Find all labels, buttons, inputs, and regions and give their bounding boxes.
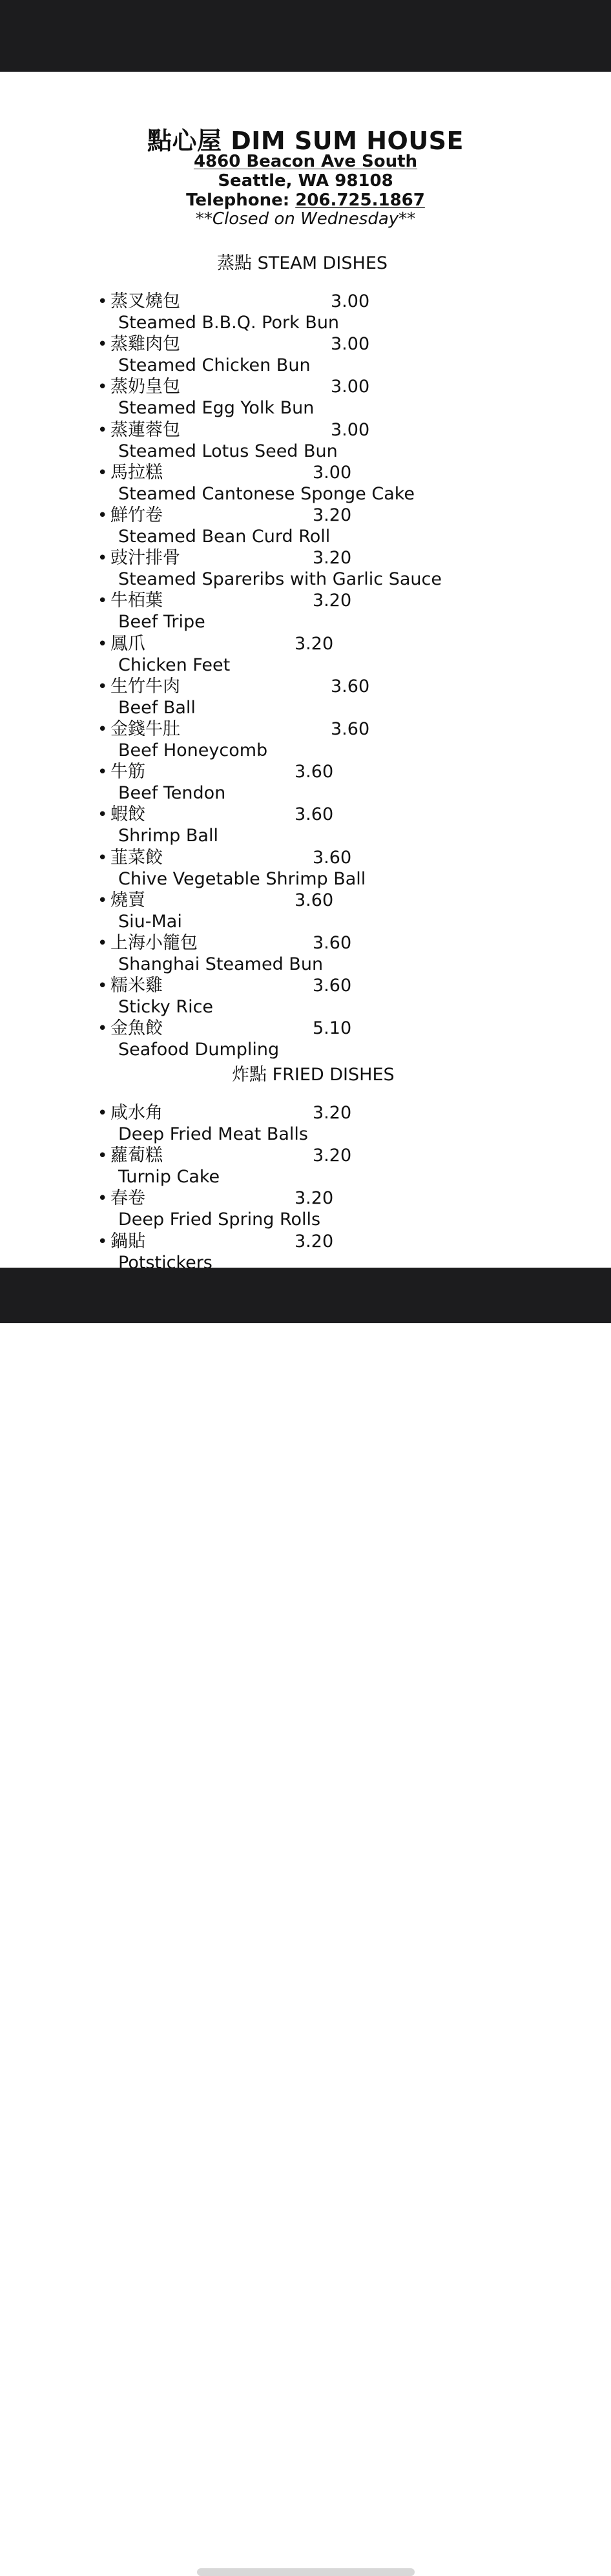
dish-english-name: Beef Tendon bbox=[118, 783, 226, 804]
menu-item bbox=[98, 1145, 550, 1188]
dish-chinese-name: 韮菜餃 bbox=[110, 847, 163, 868]
bullet-icon: • bbox=[98, 549, 108, 569]
dish-chinese-name: 春卷 bbox=[110, 1188, 145, 1209]
dish-english-name: Shanghai Steamed Bun bbox=[118, 954, 324, 974]
menu-item bbox=[98, 932, 550, 975]
dish-price: 3.60 bbox=[331, 719, 370, 739]
dish-price: 3.60 bbox=[295, 890, 334, 910]
dish-chinese-name: 生竹牛肉 bbox=[110, 676, 180, 696]
dish-chinese-name: 糯米雞 bbox=[110, 976, 163, 996]
dish-chinese-name: 蒸叉燒包 bbox=[110, 291, 180, 311]
dish-price: 3.60 bbox=[331, 676, 370, 696]
bullet-icon: • bbox=[98, 976, 108, 996]
bullet-icon: • bbox=[98, 1189, 108, 1209]
dish-english-name: Beef Tripe bbox=[118, 612, 205, 633]
dish-english-name: Steamed B.B.Q. Pork Bun bbox=[118, 313, 340, 333]
phone-link[interactable]: 206.725.1867 bbox=[295, 191, 425, 210]
dish-price: 3.00 bbox=[313, 462, 352, 483]
menu-item bbox=[98, 633, 550, 676]
dish-chinese-name: 蘿蔔糕 bbox=[110, 1146, 163, 1166]
bullet-icon: • bbox=[98, 762, 108, 782]
dish-price: 3.60 bbox=[313, 847, 352, 868]
menu-item bbox=[98, 333, 550, 376]
dish-english-name: Deep Fried Spring Rolls bbox=[118, 1209, 321, 1230]
dish-price: 3.60 bbox=[295, 762, 334, 782]
dish-price: 3.00 bbox=[331, 419, 370, 440]
dish-chinese-name: 咸水角 bbox=[110, 1103, 163, 1123]
dish-price: 3.00 bbox=[331, 377, 370, 397]
dish-chinese-name: 金錢牛肚 bbox=[110, 719, 180, 739]
dish-english-name: Shrimp Ball bbox=[118, 826, 218, 846]
status-bar bbox=[0, 0, 611, 72]
dish-english-name: Siu-Mai bbox=[118, 911, 182, 932]
bullet-icon: • bbox=[98, 292, 108, 311]
bullet-icon: • bbox=[98, 634, 108, 654]
section-heading-steam: 蒸點 STEAM DISHES bbox=[217, 253, 388, 273]
dish-english-name: Beef Honeycomb bbox=[118, 740, 268, 760]
menu-item bbox=[98, 676, 550, 718]
address-line bbox=[0, 152, 611, 171]
bullet-icon: • bbox=[98, 1231, 108, 1251]
menu-item bbox=[98, 419, 550, 462]
dish-english-name: Steamed Cantonese Sponge Cake bbox=[118, 483, 415, 504]
menu-item bbox=[98, 590, 550, 633]
dish-english-name: Chicken Feet bbox=[118, 654, 231, 675]
dish-chinese-name: 燒賣 bbox=[110, 890, 145, 910]
menu-item bbox=[98, 1188, 550, 1230]
dish-english-name: Sticky Rice bbox=[118, 997, 214, 1018]
menu-document[interactable] bbox=[0, 72, 611, 1268]
menu-item bbox=[98, 718, 550, 761]
menu-item bbox=[98, 804, 550, 846]
dish-english-name: Steamed Lotus Seed Bun bbox=[118, 441, 338, 461]
dish-chinese-name: 馬拉糕 bbox=[110, 462, 163, 483]
bullet-icon: • bbox=[98, 420, 108, 440]
phone-line bbox=[0, 191, 611, 210]
dish-price: 3.20 bbox=[313, 505, 352, 525]
menu-item bbox=[98, 462, 550, 505]
dish-english-name: Deep Fried Meat Balls bbox=[118, 1124, 308, 1144]
dish-chinese-name: 鳳爪 bbox=[110, 633, 145, 654]
dish-price: 3.20 bbox=[313, 548, 352, 569]
bullet-icon: • bbox=[98, 805, 108, 825]
restaurant-title: 點心屋 DIM SUM HOUSE bbox=[147, 127, 464, 155]
dish-english-name: Steamed Bean Curd Roll bbox=[118, 527, 331, 547]
bullet-icon: • bbox=[98, 463, 108, 483]
menu-item bbox=[98, 505, 550, 547]
dish-price: 3.00 bbox=[331, 334, 370, 355]
dish-chinese-name: 牛栢葉 bbox=[110, 591, 163, 611]
dish-english-name: Beef Ball bbox=[118, 697, 196, 718]
home-indicator[interactable] bbox=[197, 2568, 415, 2576]
bullet-icon: • bbox=[98, 335, 108, 355]
dish-chinese-name: 金魚餃 bbox=[110, 1018, 163, 1039]
dish-chinese-name: 鮮竹卷 bbox=[110, 505, 163, 525]
menu-item bbox=[98, 761, 550, 804]
dish-english-name: Potstickers bbox=[118, 1252, 212, 1268]
dish-price: 3.60 bbox=[295, 804, 334, 825]
section-heading-fried: 炸點 FRIED DISHES bbox=[232, 1065, 395, 1085]
dish-chinese-name: 蒸奶皇包 bbox=[110, 377, 180, 397]
bullet-icon: • bbox=[98, 1146, 108, 1166]
menu-item bbox=[98, 1102, 550, 1145]
bullet-icon: • bbox=[98, 848, 108, 868]
dish-english-name: Turnip Cake bbox=[118, 1167, 220, 1188]
menu-item bbox=[98, 1018, 550, 1060]
closed-notice: **Closed on Wednesday** bbox=[195, 209, 416, 229]
menu-item bbox=[98, 1231, 550, 1268]
dish-english-name: Steamed Spareribs with Garlic Sauce bbox=[118, 569, 442, 590]
dish-price: 3.60 bbox=[313, 976, 352, 996]
dish-english-name: Steamed Chicken Bun bbox=[118, 355, 311, 376]
dish-chinese-name: 鍋貼 bbox=[110, 1231, 145, 1251]
phone-label: Telephone: bbox=[186, 191, 290, 210]
menu-item bbox=[98, 847, 550, 890]
bullet-icon: • bbox=[98, 1019, 108, 1039]
dish-price: 3.20 bbox=[313, 1146, 352, 1166]
dish-price: 3.00 bbox=[331, 291, 370, 311]
dish-price: 3.20 bbox=[313, 591, 352, 611]
city-line: Seattle, WA 98108 bbox=[218, 171, 393, 191]
dish-price: 3.20 bbox=[295, 1231, 334, 1251]
bullet-icon: • bbox=[98, 890, 108, 910]
bullet-icon: • bbox=[98, 1104, 108, 1123]
dish-english-name: Steamed Egg Yolk Bun bbox=[118, 398, 315, 419]
dish-price: 3.20 bbox=[313, 1103, 352, 1123]
dish-chinese-name: 蝦餃 bbox=[110, 804, 145, 825]
bullet-icon: • bbox=[98, 934, 108, 953]
dish-chinese-name: 蒸蓮蓉包 bbox=[110, 419, 180, 440]
dish-price: 3.20 bbox=[295, 1188, 334, 1209]
bullet-icon: • bbox=[98, 506, 108, 525]
dish-price: 3.60 bbox=[313, 933, 352, 953]
dish-english-name: Seafood Dumpling bbox=[118, 1040, 280, 1060]
dish-chinese-name: 蒸雞肉包 bbox=[110, 334, 180, 355]
bottom-bar bbox=[0, 1268, 611, 1323]
bullet-icon: • bbox=[98, 676, 108, 696]
dish-chinese-name: 上海小籠包 bbox=[110, 933, 198, 953]
bullet-icon: • bbox=[98, 591, 108, 611]
menu-item bbox=[98, 547, 550, 590]
dish-english-name: Chive Vegetable Shrimp Ball bbox=[118, 868, 366, 889]
dish-chinese-name: 豉汁排骨 bbox=[110, 548, 180, 569]
dish-price: 3.20 bbox=[295, 633, 334, 654]
menu-item bbox=[98, 975, 550, 1018]
dish-chinese-name: 牛筋 bbox=[110, 762, 145, 782]
bullet-icon: • bbox=[98, 377, 108, 397]
menu-item bbox=[98, 890, 550, 932]
address-link[interactable]: 4860 Beacon Ave South bbox=[193, 152, 418, 171]
menu-item bbox=[98, 291, 550, 333]
dish-price: 5.10 bbox=[313, 1018, 352, 1039]
bullet-icon: • bbox=[98, 720, 108, 739]
menu-item bbox=[98, 376, 550, 419]
